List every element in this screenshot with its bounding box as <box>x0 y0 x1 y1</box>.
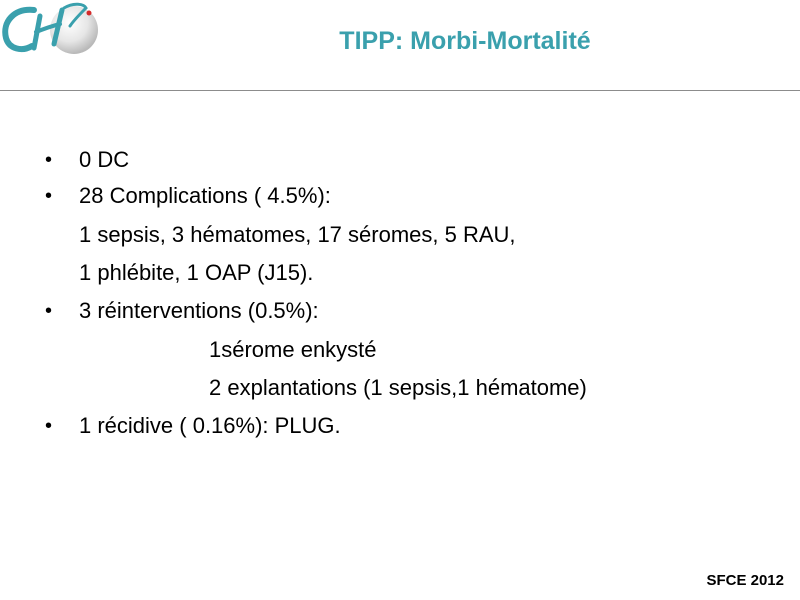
bullet-item-complications: 28 Complications ( 4.5%): <box>79 183 331 208</box>
footer-label: SFCE 2012 <box>706 572 784 589</box>
bullet-item-recidive: 1 récidive ( 0.16%): PLUG. <box>79 413 341 438</box>
complications-detail-line-1: 1 sepsis, 3 hématomes, 17 séromes, 5 RAU, <box>79 222 516 247</box>
bullet-marker: • <box>45 300 53 322</box>
slide-title: TIPP: Morbi-Mortalité <box>339 27 591 55</box>
bullet-marker: • <box>45 415 53 437</box>
bullet-marker: • <box>45 149 53 171</box>
bullet-item-reinterventions: 3 réinterventions (0.5%): <box>79 298 319 323</box>
reintervention-detail-line-1: 1sérome enkysté <box>209 337 377 362</box>
ch-hospital-logo-icon <box>0 0 104 64</box>
bullet-item-dc: 0 DC <box>79 147 130 172</box>
bullet-marker: • <box>45 185 53 207</box>
title-divider <box>0 90 800 91</box>
reintervention-detail-line-2: 2 explantations (1 sepsis,1 hématome) <box>209 375 587 400</box>
complications-detail-line-2: 1 phlébite, 1 OAP (J15). <box>79 260 314 285</box>
